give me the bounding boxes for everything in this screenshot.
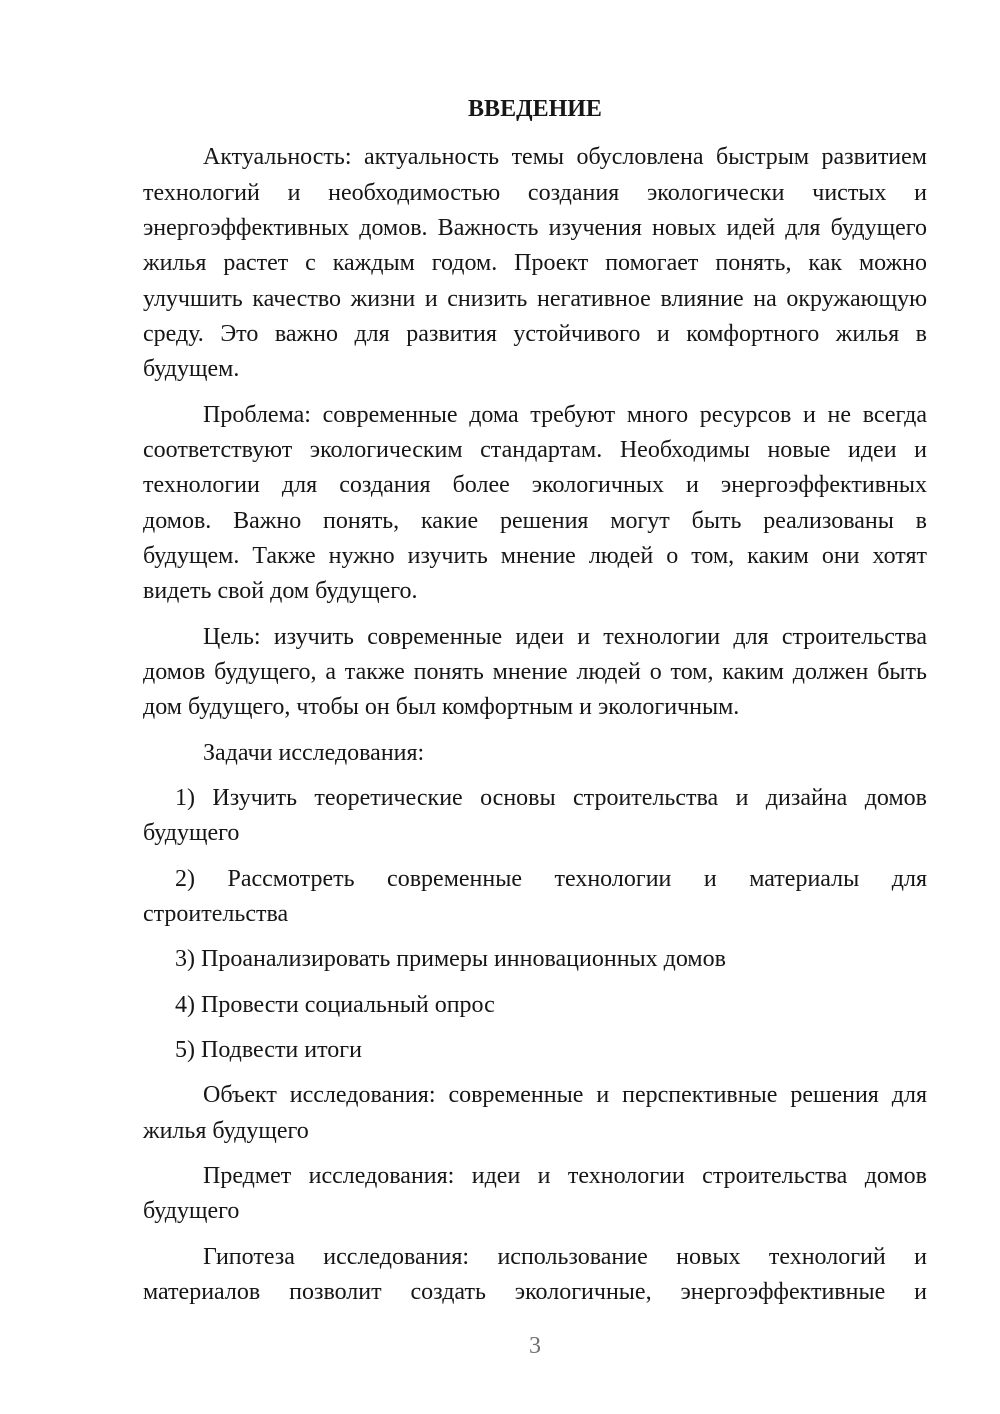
text-line: жилья растет с каждым годом. Проект помогает понять, как можно bbox=[143, 250, 927, 277]
subject-paragraph bbox=[143, 1159, 927, 1230]
task-item-5 bbox=[143, 1033, 927, 1068]
text-line: энергоэффективных домов. Важность изучения новых идей для будущего bbox=[143, 214, 927, 241]
text-line: Задачи исследования: bbox=[203, 739, 425, 766]
tasks-heading bbox=[143, 736, 927, 771]
text-line: 3) Проанализировать примеры инновационных домов bbox=[175, 946, 726, 973]
text-line: домов будущего, а также понять мнение людей о том, каким должен быть bbox=[143, 658, 927, 685]
text-line: технологии для создания более экологичных и энергоэффективных bbox=[143, 472, 927, 499]
problem-paragraph bbox=[143, 398, 927, 610]
task-item-4 bbox=[143, 988, 927, 1023]
text-line: материалов позволит создать экологичные, энергоэффективные и bbox=[143, 1278, 927, 1305]
text-line: 4) Провести социальный опрос bbox=[175, 991, 495, 1018]
text-line: будущего bbox=[143, 820, 240, 847]
page-content bbox=[143, 92, 927, 1310]
text-line: улучшить качество жизни и снизить негативное влияние на окружающую bbox=[143, 285, 927, 312]
text-line: строительства bbox=[143, 900, 289, 927]
text-line: домов. Важно понять, какие решения могут быть реализованы в bbox=[143, 507, 927, 534]
text-line: среду. Это важно для развития устойчивого и комфортного жилья в bbox=[143, 320, 927, 347]
text-line: Предмет исследования: идеи и технологии строительства домов bbox=[203, 1162, 927, 1189]
text-line: Цель: изучить современные идеи и технологии для строительства bbox=[203, 623, 927, 650]
text-line: Гипотеза исследования: использование новых технологий и bbox=[203, 1243, 927, 1270]
text-line: 5) Подвести итоги bbox=[175, 1036, 362, 1063]
object-paragraph bbox=[143, 1078, 927, 1149]
text-line: Проблема: современные дома требуют много ресурсов и не всегда bbox=[203, 401, 927, 428]
task-item-3 bbox=[143, 942, 927, 977]
text-line: технологий и необходимостью создания экологически чистых и bbox=[143, 179, 927, 206]
text-line: будущем. Также нужно изучить мнение людей о том, каким они хотят bbox=[143, 542, 927, 569]
text-line: дом будущего, чтобы он был комфортным и экологичным. bbox=[143, 694, 740, 721]
text-line: Актуальность: актуальность темы обусловлена быстрым развитием bbox=[203, 144, 927, 171]
goal-paragraph bbox=[143, 620, 927, 726]
text-line: будущем. bbox=[143, 356, 240, 383]
text-line: 2) Рассмотреть современные технологии и материалы для bbox=[175, 865, 927, 892]
text-line: жилья будущего bbox=[143, 1117, 309, 1144]
task-item-1 bbox=[143, 781, 927, 852]
section-heading: ВВЕДЕНИЕ bbox=[468, 96, 602, 122]
task-item-2 bbox=[143, 862, 927, 933]
page-number: 3 bbox=[529, 1333, 541, 1359]
text-line: 1) Изучить теоретические основы строительства и дизайна домов bbox=[175, 784, 927, 811]
relevance-paragraph bbox=[143, 140, 927, 387]
text-line: будущего bbox=[143, 1198, 240, 1225]
text-line: видеть свой дом будущего. bbox=[143, 578, 418, 605]
hypothesis-paragraph bbox=[143, 1240, 927, 1311]
text-line: соответствуют экологическим стандартам. Необходимы новые идеи и bbox=[143, 436, 927, 463]
text-line: Объект исследования: современные и перспективные решения для bbox=[203, 1082, 927, 1109]
